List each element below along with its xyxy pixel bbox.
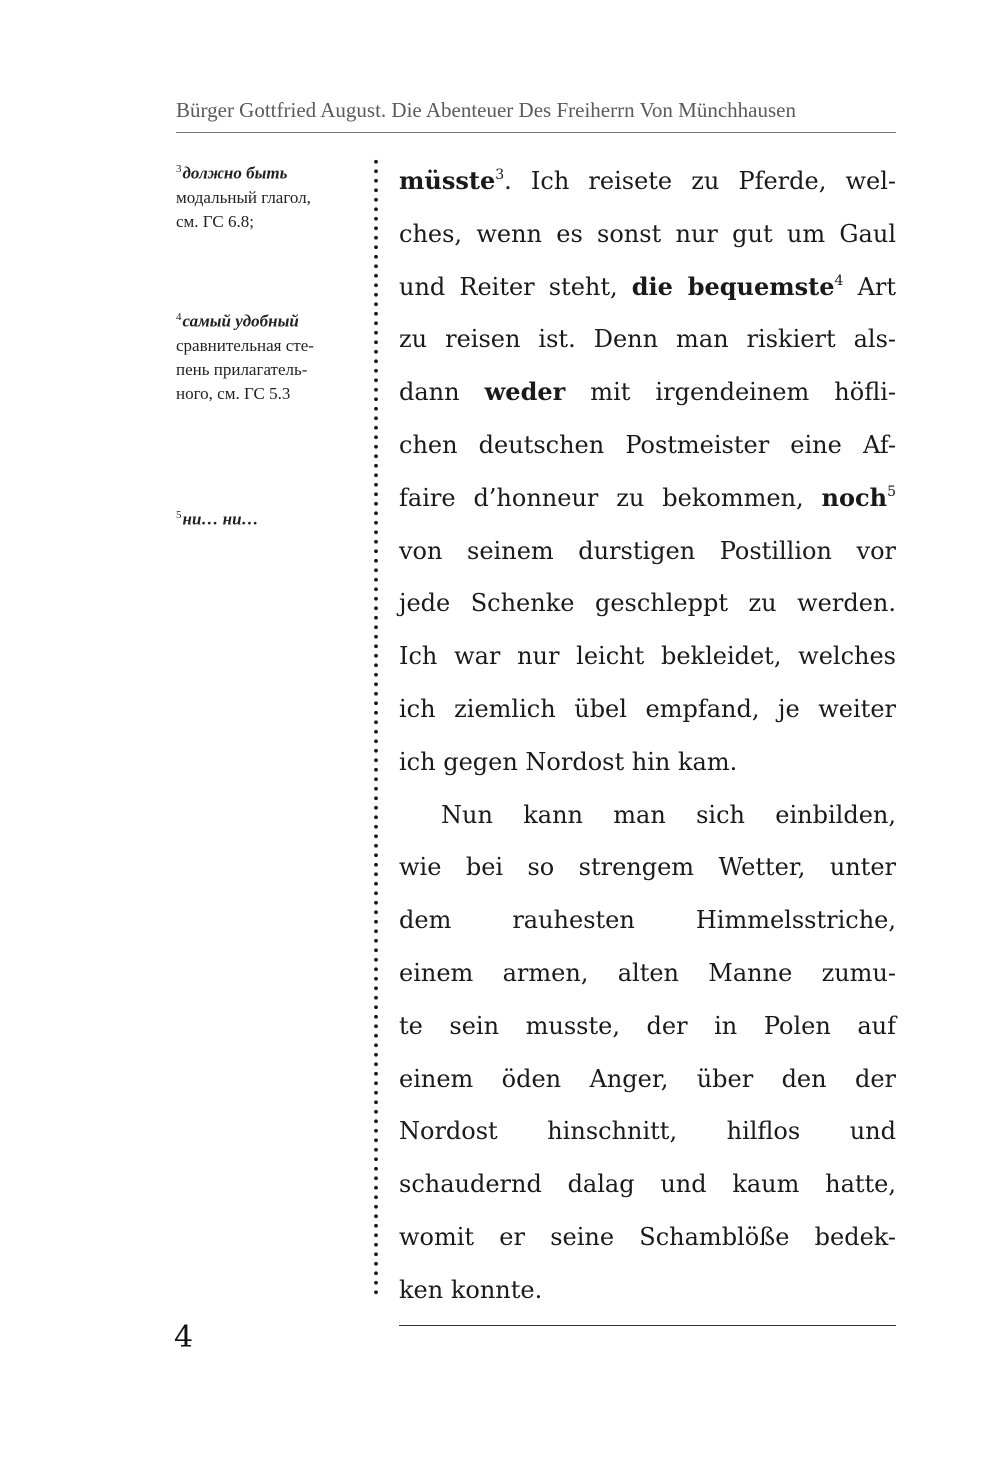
text-line: dem rauhesten Himmelsstriche, <box>399 906 896 935</box>
text-line <box>399 366 896 419</box>
note-term: самый удобный <box>182 311 299 331</box>
text-line: Ich war nur leicht bekleidet, welches <box>399 642 896 671</box>
text-line: einem öden Anger, über den der <box>399 1064 896 1093</box>
note-term: должно быть <box>182 163 288 183</box>
text-line: schaudernd dalag und kaum hatte, <box>399 1170 896 1199</box>
text-fragment: faire d’honneur zu bekommen, <box>399 483 822 512</box>
bottom-rule <box>399 1325 896 1326</box>
note-text-line: сравнительная сте- <box>176 335 314 355</box>
text-fragment: mit irgendeinem höfli- <box>565 378 897 407</box>
text-line: Nordost hinschnitt, hilflos und <box>399 1117 896 1146</box>
note-text-line: ного, см. ГС 5.3 <box>176 383 291 403</box>
note-term: ни… ни… <box>182 509 259 529</box>
text-line: zu reisen ist. Denn man riskiert als- <box>399 325 896 354</box>
note-number: 3 <box>176 163 182 175</box>
margin-note-3 <box>176 157 361 234</box>
glossed-word: weder <box>484 377 566 407</box>
text-line <box>399 472 896 525</box>
text-fragment: dann <box>399 378 485 407</box>
text-fragment: und Reiter steht, <box>399 272 632 301</box>
text-line: te sein musste, der in Polen auf <box>399 1011 896 1040</box>
text-line: ich gegen Nordost hin kam. <box>399 747 738 776</box>
margin-note-5 <box>176 503 361 532</box>
note-text-line: пень прилагатель- <box>176 359 308 379</box>
dotted-divider <box>373 157 379 1299</box>
note-text-line: см. ГС 6.8; <box>176 211 254 231</box>
text-line <box>399 155 896 208</box>
footnote-ref: 4 <box>834 272 844 289</box>
text-line: chen deutschen Postmeister eine Af- <box>399 430 896 459</box>
margin-note-4 <box>176 305 361 406</box>
text-line: von seinem durstigen Postillion vor <box>399 536 896 565</box>
glossed-word: noch <box>821 482 888 512</box>
footnote-ref: 5 <box>887 483 896 500</box>
note-number: 5 <box>176 509 182 521</box>
text-line: ches, wenn es sonst nur gut um Gaul <box>399 219 896 248</box>
text-line <box>399 261 896 314</box>
note-number: 4 <box>176 311 182 323</box>
text-line: jede Schenke geschleppt zu werden. <box>399 589 896 618</box>
note-text-line: модальный глагол, <box>176 187 311 207</box>
text-line: Nun kann man sich einbilden, <box>441 800 896 829</box>
glossed-word: die bequemste <box>631 271 835 301</box>
text-line: wie bei so strengem Wetter, unter <box>399 853 896 882</box>
text-line: ken konnte. <box>399 1275 543 1304</box>
text-line: einem armen, alten Manne zumu- <box>399 958 896 987</box>
header-rule <box>176 132 896 133</box>
text-line: womit er seine Schamblöße bedek- <box>399 1222 896 1251</box>
text-fragment: Art <box>843 272 897 301</box>
text-line: ich ziemlich übel empfand, je weiter <box>399 694 896 723</box>
main-text <box>399 155 896 1317</box>
footnote-ref: 3 <box>495 167 505 184</box>
text-fragment: . Ich reisete zu Pferde, wel- <box>504 167 896 195</box>
page-number: 4 <box>174 1320 194 1355</box>
glossed-word: müsste <box>399 166 496 195</box>
running-header: Bürger Gottfried August. Die Abenteuer Des Freiherrn Von Münchhausen <box>176 98 796 122</box>
